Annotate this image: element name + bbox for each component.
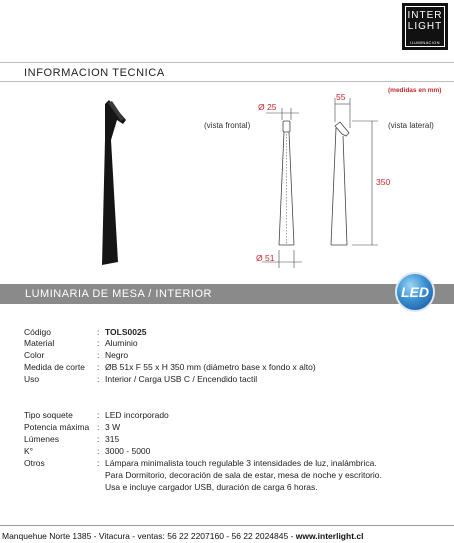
dimension-lines-side <box>335 98 378 245</box>
logo-line-2: LIGHT <box>407 21 443 32</box>
section-title: INFORMACION TECNICA <box>24 67 165 79</box>
spec-value: Negro <box>105 350 129 360</box>
spec-colon: : <box>97 410 100 420</box>
dimension-lines-front <box>262 108 302 268</box>
spec-value: 3000 - 5000 <box>105 446 151 456</box>
spec-value: TOLS0025 <box>105 327 147 337</box>
dim-depth: 55 <box>336 92 346 102</box>
side-view-drawing <box>331 122 349 245</box>
spec-label: Material <box>24 338 55 348</box>
spec-value-continued: Usa e incluye cargador USB, duración de carga 6 horas. <box>105 482 318 492</box>
footer-website-link[interactable]: www.interlight.cl <box>295 531 364 541</box>
logo-line-3: ILUMINACION <box>410 40 440 45</box>
side-view-label: (vista lateral) <box>388 121 434 130</box>
spec-label: Color <box>24 350 45 360</box>
footer-divider <box>0 525 454 526</box>
spec-value: Aluminio <box>105 338 138 348</box>
spec-label: K° <box>24 446 34 456</box>
spec-value: LED incorporado <box>105 410 169 420</box>
spec-label: Medida de corte <box>24 362 85 372</box>
logo-line-1: INTER <box>407 10 443 21</box>
footer-contact: Manquehue Norte 1385 - Vitacura - ventas: 56 22 2207160 - 56 22 2024845 - <box>2 531 296 541</box>
footer <box>2 531 363 541</box>
spec-colon: : <box>97 327 100 337</box>
spec-label: Potencia máxima <box>24 422 90 432</box>
spec-colon: : <box>97 374 100 384</box>
dim-top-diameter: Ø 25 <box>258 102 277 112</box>
front-view-label: (vista frontal) <box>204 121 251 130</box>
spec-value: Lámpara minimalista touch regulable 3 intensidades de luz, inalámbrica. <box>105 458 377 468</box>
spec-label: Tipo soquete <box>24 410 73 420</box>
led-badge-icon <box>395 272 435 312</box>
spec-label: Otros <box>24 458 45 468</box>
spec-label: Uso <box>24 374 40 384</box>
spec-colon: : <box>97 446 100 456</box>
category-banner <box>0 284 454 304</box>
spec-value: ØB 51x F 55 x H 350 mm (diámetro base x fondo x alto) <box>105 362 316 372</box>
spec-value: 315 <box>105 434 120 444</box>
spec-label: Lúmenes <box>24 434 59 444</box>
spec-colon: : <box>97 362 100 372</box>
lamp-photo <box>102 100 126 265</box>
front-view-drawing <box>279 121 294 245</box>
spec-colon: : <box>97 422 100 432</box>
category-title: LUMINARIA DE MESA / INTERIOR <box>25 288 212 300</box>
spec-value-continued: Para Dormitorio, decoración de sala de estar, mesa de noche y escritorio. <box>105 470 382 480</box>
led-badge-text: LED <box>401 284 429 300</box>
dim-height: 350 <box>376 177 391 187</box>
spec-colon: : <box>97 338 100 348</box>
units-note: (medidas en mm) <box>388 87 442 94</box>
spec-value: 3 W <box>105 422 121 432</box>
spec-label: Código <box>24 327 51 337</box>
spec-colon: : <box>97 350 100 360</box>
spec-colon: : <box>97 458 100 468</box>
spec-value: Interior / Carga USB C / Encendido tactil <box>105 374 258 384</box>
spec-colon: : <box>97 434 100 444</box>
dim-base-diameter: Ø 51 <box>256 253 275 263</box>
